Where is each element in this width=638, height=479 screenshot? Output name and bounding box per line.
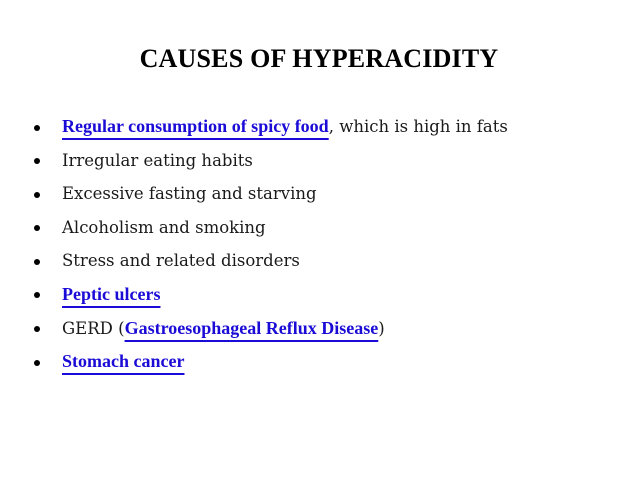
bullet-icon: [34, 125, 40, 131]
stomach-cancer-link[interactable]: Stomach cancer: [62, 351, 185, 372]
bullet-item: [34, 144, 624, 178]
bullet-text: GERD (: [62, 318, 125, 338]
bullet-text: Irregular eating habits: [62, 150, 253, 170]
bullet-item: [34, 312, 624, 346]
bullet-list: [34, 110, 624, 379]
bullet-icon: [34, 225, 40, 231]
bullet-item: [34, 345, 624, 379]
gerd-link[interactable]: Gastroesophageal Reflux Disease: [124, 317, 379, 338]
bullet-item: [34, 278, 624, 312]
bullet-item: [34, 177, 624, 211]
bullet-item: [34, 211, 624, 245]
bullet-icon: [34, 192, 40, 198]
spicy-food-link[interactable]: Regular consumption of spicy food: [62, 116, 329, 136]
bullet-text: ): [378, 318, 385, 338]
bullet-icon: [34, 292, 40, 298]
bullet-icon: [34, 326, 40, 332]
bullet-icon: [34, 158, 40, 164]
bullet-text: Excessive fasting and starving: [62, 184, 317, 204]
peptic-ulcers-link[interactable]: Peptic ulcers: [62, 283, 161, 304]
bullet-text: , which is high in fats: [328, 117, 508, 136]
slide-title: CAUSES OF HYPERACIDITY: [139, 44, 499, 73]
bullet-text: Alcoholism and smoking: [62, 217, 266, 237]
bullet-text: Stress and related disorders: [62, 251, 300, 271]
bullet-item: [34, 244, 624, 278]
bullet-item: [34, 110, 624, 144]
bullet-icon: [34, 259, 40, 265]
bullet-icon: [34, 360, 40, 366]
